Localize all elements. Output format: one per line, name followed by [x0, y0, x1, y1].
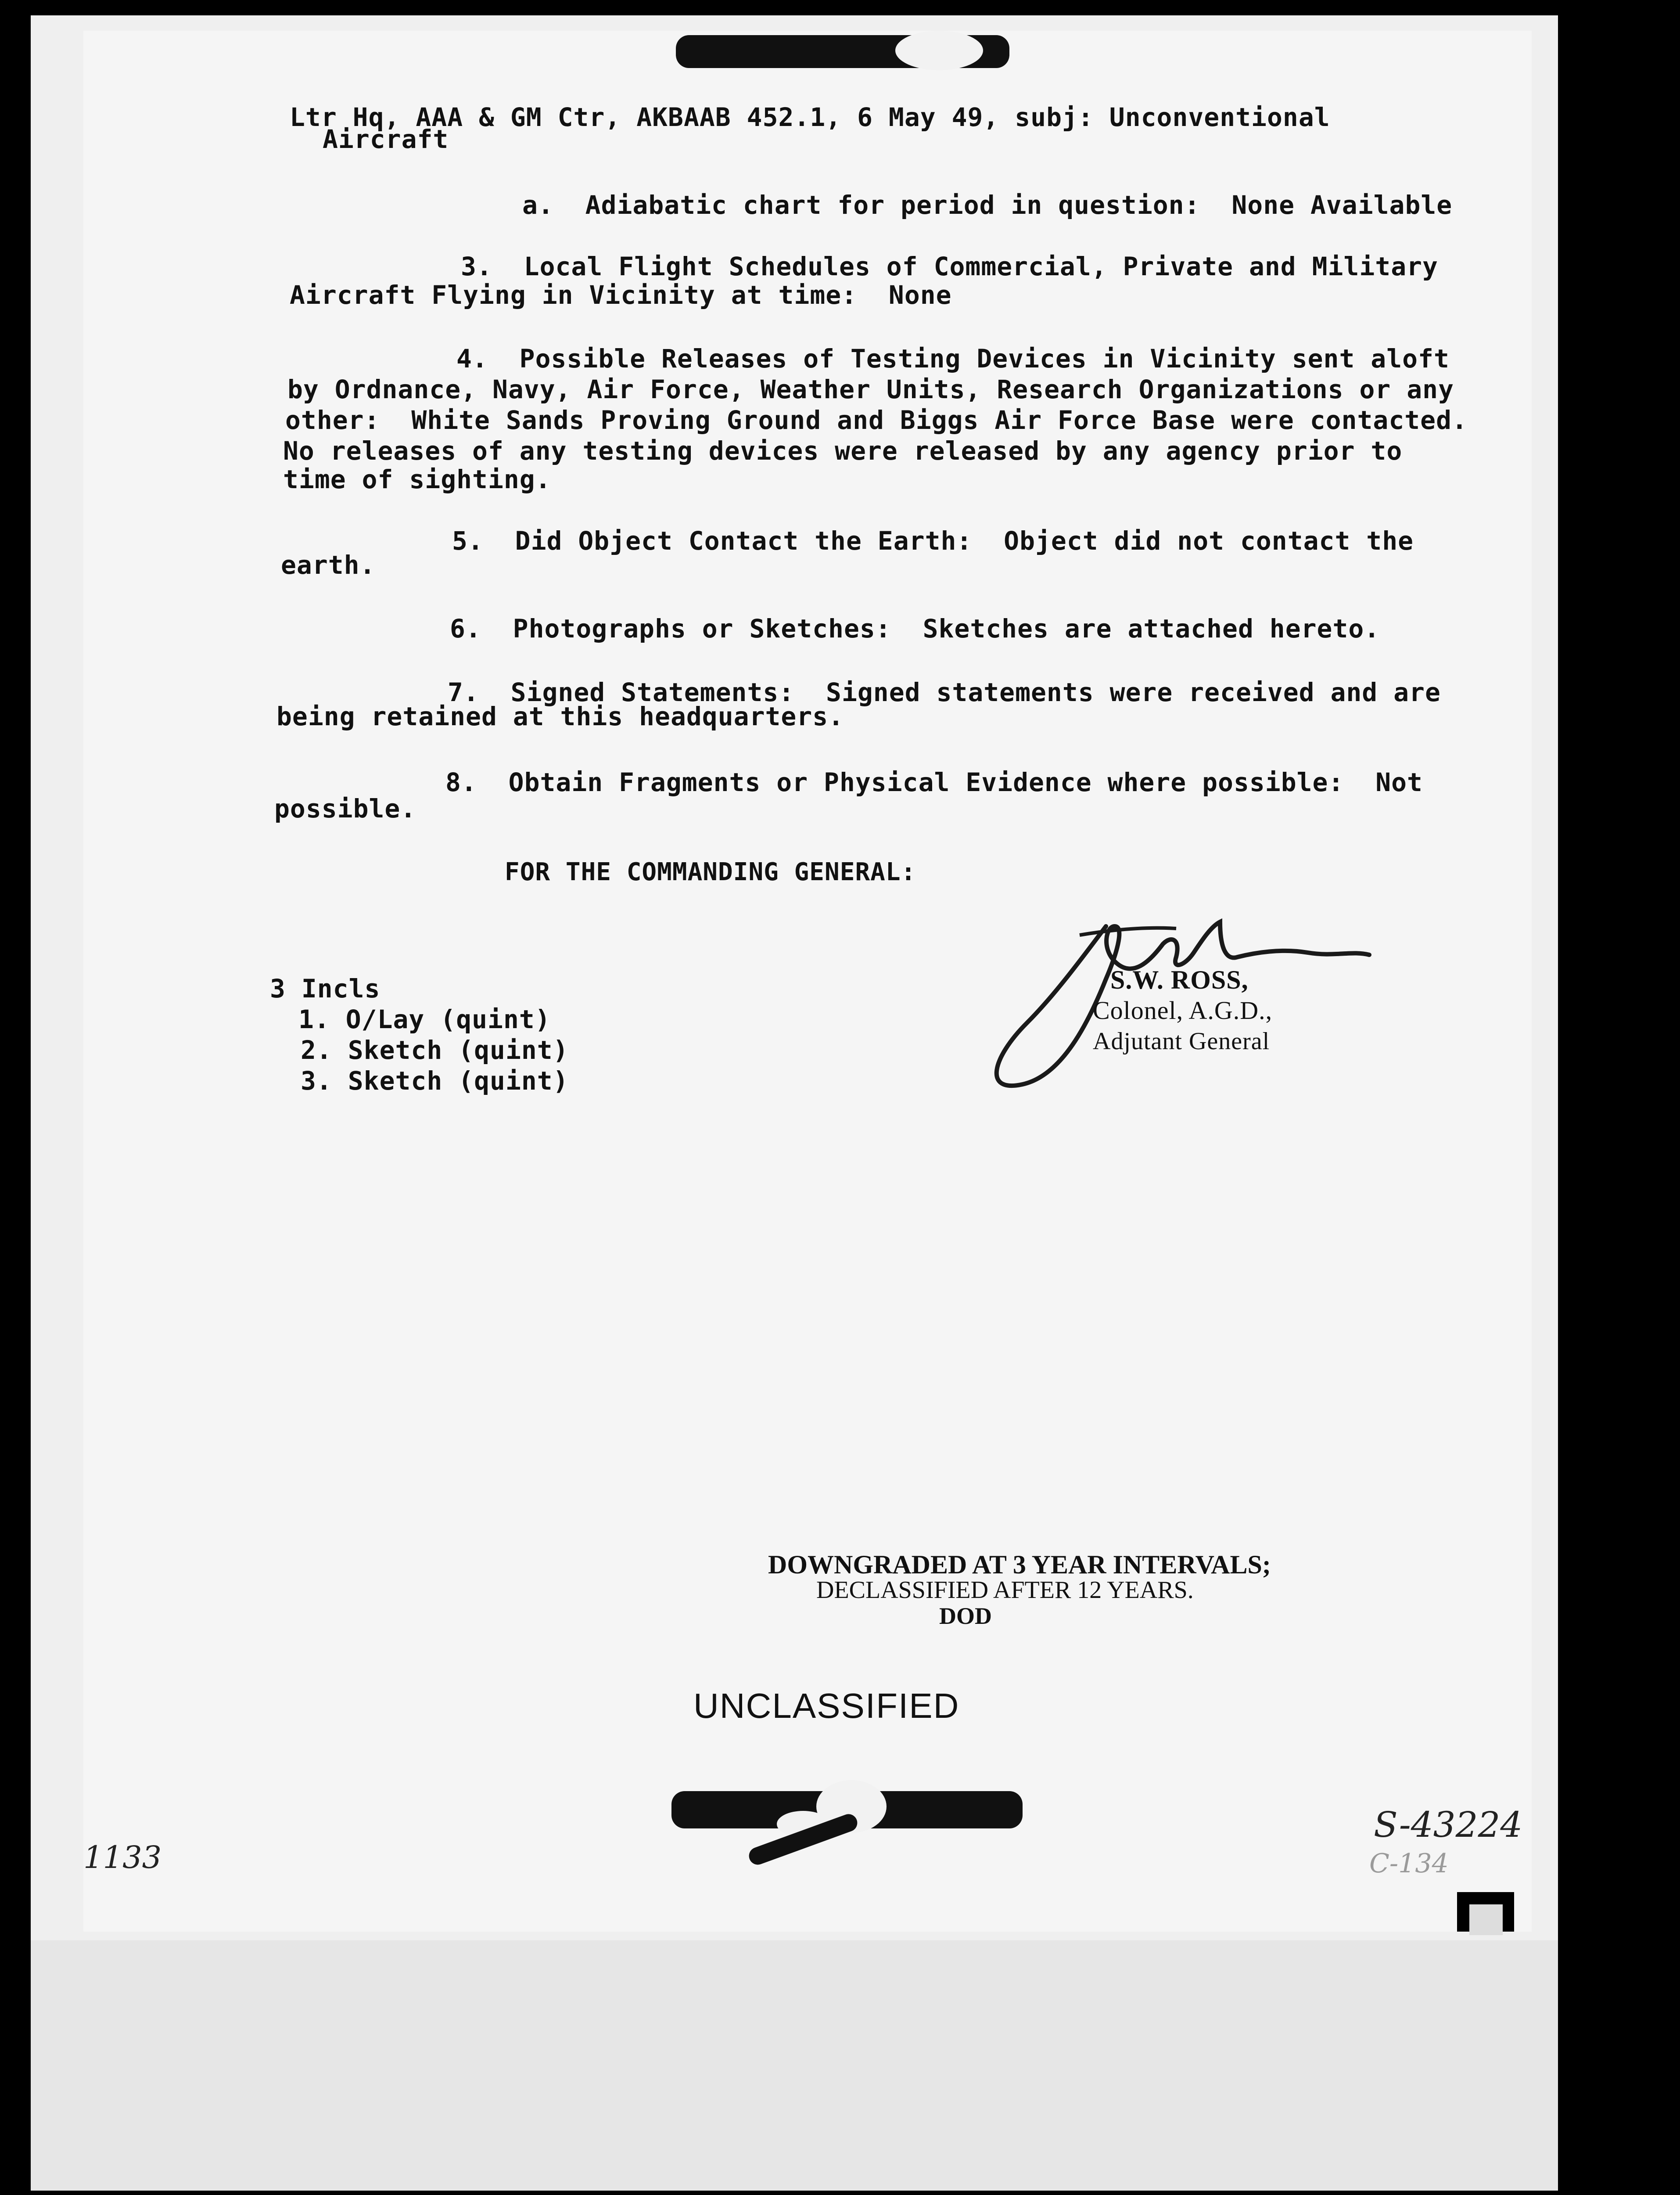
item-5-line-2: earth.	[281, 550, 376, 580]
header-line-1: Ltr Hq, AAA & GM Ctr, AKBAAB 452.1, 6 May 49, subj: Unconventional	[290, 102, 1330, 132]
handwritten-right-number: S-43224	[1374, 1804, 1523, 1845]
item-a: a. Adiabatic chart for period in question: None Available	[522, 190, 1453, 220]
item-5-line-1: 5. Did Object Contact the Earth: Object did not contact the	[452, 526, 1414, 556]
item-8-line-1: 8. Obtain Fragments or Physical Evidence where possible: Not	[445, 767, 1423, 797]
item-4-line-1: 4. Possible Releases of Testing Devices in Vicinity sent aloft	[456, 344, 1450, 374]
signer-title: Adjutant General	[1093, 1028, 1270, 1055]
item-4-line-4: No releases of any testing devices were released by any agency prior to	[283, 436, 1403, 466]
signer-name: S.W. ROSS,	[1110, 965, 1249, 994]
item-6: 6. Photographs or Sketches: Sketches are attached hereto.	[450, 614, 1380, 644]
header-line-2: Aircraft	[323, 124, 449, 154]
item-4-line-2: by Ordnance, Navy, Air Force, Weather Units, Research Organizations or any	[287, 374, 1454, 404]
item-3-line-2: Aircraft Flying in Vicinity at time: None	[290, 280, 952, 310]
item-7-line-2: being retained at this headquarters.	[276, 702, 844, 731]
corner-registration-mark	[1457, 1892, 1514, 1932]
closing-line: FOR THE COMMANDING GENERAL:	[505, 858, 916, 886]
inclosure-item: 2. Sketch (quint)	[301, 1035, 569, 1065]
item-7-line-1: 7. Signed Statements: Signed statements were received and are	[448, 677, 1441, 707]
dod-stamp: DOD	[939, 1603, 992, 1629]
item-4-line-5: time of sighting.	[283, 464, 551, 494]
inclosure-item: 1. O/Lay (quint)	[298, 1004, 551, 1034]
handwritten-left-number: 1133	[83, 1839, 162, 1875]
inclosures-heading: 3 Incls	[270, 974, 381, 1004]
signer-rank: Colonel, A.G.D.,	[1093, 996, 1273, 1025]
declassified-stamp: DECLASSIFIED AFTER 12 YEARS.	[816, 1576, 1194, 1604]
item-3-line-1: 3. Local Flight Schedules of Commercial, Private and Military	[461, 252, 1438, 281]
film-margin	[31, 1940, 1558, 2191]
inclosure-item: 3. Sketch (quint)	[301, 1066, 569, 1096]
item-4-line-3: other: White Sands Proving Ground and Biggs Air Force Base were contacted.	[285, 405, 1468, 435]
downgrade-stamp: DOWNGRADED AT 3 YEAR INTERVALS;	[768, 1550, 1271, 1579]
item-8-line-2: possible.	[274, 794, 416, 824]
handwritten-right-sub: C-134	[1369, 1848, 1449, 1879]
unclassified-stamp: UNCLASSIFIED	[693, 1686, 960, 1725]
redacted-classification-top	[676, 35, 1009, 68]
